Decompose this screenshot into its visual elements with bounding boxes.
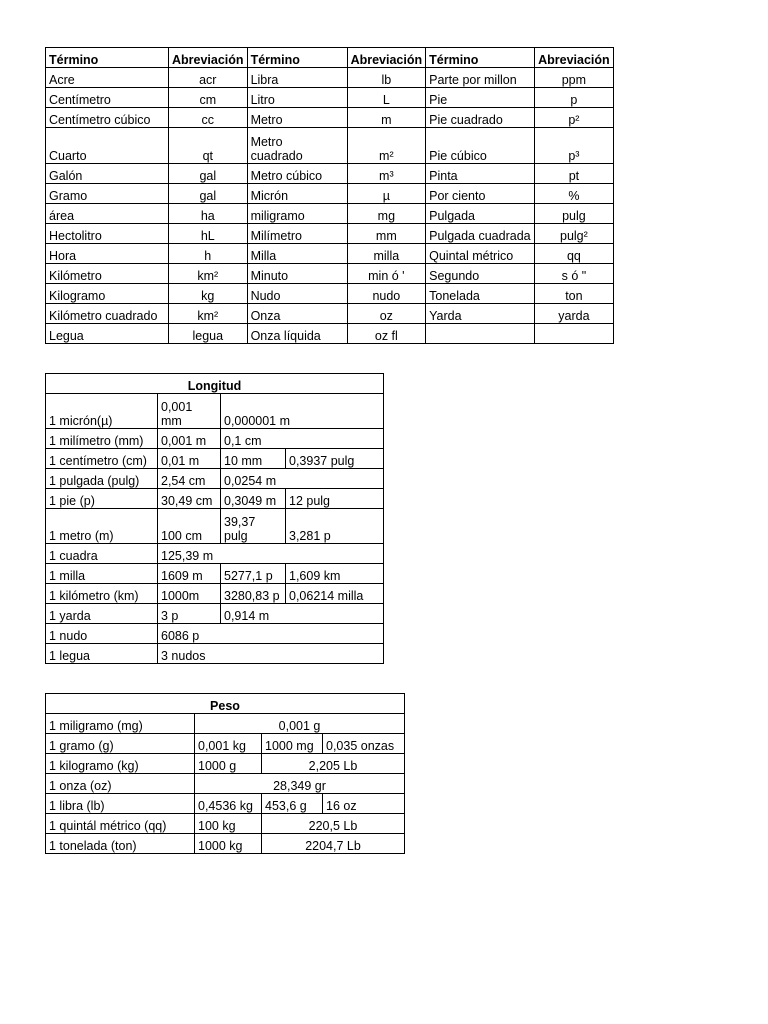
abbreviation-cell: % xyxy=(535,184,614,204)
abbreviation-cell: µ xyxy=(347,184,426,204)
value-cell: 0,001 g xyxy=(195,714,405,734)
term-cell: Metro xyxy=(247,108,347,128)
table-row xyxy=(46,509,384,544)
value-cell: 10 mm xyxy=(221,449,286,469)
value-cell: 0,3049 m xyxy=(221,489,286,509)
value-cell: 2,54 cm xyxy=(158,469,221,489)
table-row xyxy=(46,108,614,128)
table-title: Longitud xyxy=(46,374,384,394)
term-cell xyxy=(426,324,535,344)
term-cell: Quintal métrico xyxy=(426,244,535,264)
unit-cell: 1 micrón(µ) xyxy=(46,394,158,429)
unit-cell: 1 milímetro (mm) xyxy=(46,429,158,449)
term-cell: Milímetro xyxy=(247,224,347,244)
value-cell: 0,06214 milla xyxy=(286,584,384,604)
table-row xyxy=(46,304,614,324)
table-row xyxy=(46,814,405,834)
table-row xyxy=(46,584,384,604)
table-row xyxy=(46,394,384,429)
abbreviation-cell: h xyxy=(169,244,248,264)
abbreviation-cell: qt xyxy=(169,128,248,164)
value-cell: 39,37 pulg xyxy=(221,509,286,544)
unit-cell: 1 cuadra xyxy=(46,544,158,564)
value-cell: 100 cm xyxy=(158,509,221,544)
term-cell: Centímetro cúbico xyxy=(46,108,169,128)
term-cell: Micrón xyxy=(247,184,347,204)
unit-cell: 1 kilogramo (kg) xyxy=(46,754,195,774)
abbreviation-cell: mg xyxy=(347,204,426,224)
table-row xyxy=(46,774,405,794)
term-cell: Metro cuadrado xyxy=(247,128,347,164)
abbreviation-cell: ppm xyxy=(535,68,614,88)
abbreviation-cell: ton xyxy=(535,284,614,304)
term-cell: Litro xyxy=(247,88,347,108)
abbreviation-cell: oz fl xyxy=(347,324,426,344)
value-cell: 3280,83 p xyxy=(221,584,286,604)
value-cell: 125,39 m xyxy=(158,544,384,564)
unit-cell: 1 kilómetro (km) xyxy=(46,584,158,604)
term-cell: Onza líquida xyxy=(247,324,347,344)
value-cell: 0,3937 pulg xyxy=(286,449,384,469)
abbreviation-cell: legua xyxy=(169,324,248,344)
table-row xyxy=(46,244,614,264)
table-row xyxy=(46,184,614,204)
value-cell: 16 oz xyxy=(323,794,405,814)
value-cell: 0,001 m xyxy=(158,429,221,449)
unit-cell: 1 centímetro (cm) xyxy=(46,449,158,469)
abbreviation-cell: milla xyxy=(347,244,426,264)
abbreviation-cell: lb xyxy=(347,68,426,88)
term-cell: Kilómetro xyxy=(46,264,169,284)
value-cell: 5277,1 p xyxy=(221,564,286,584)
table-row xyxy=(46,429,384,449)
abbreviations-table xyxy=(45,47,614,344)
term-cell: Gramo xyxy=(46,184,169,204)
unit-cell: 1 metro (m) xyxy=(46,509,158,544)
table-row xyxy=(46,224,614,244)
column-header: Término xyxy=(426,48,535,68)
table-row xyxy=(46,734,405,754)
abbreviation-cell: pulg xyxy=(535,204,614,224)
term-cell: Pulgada cuadrada xyxy=(426,224,535,244)
term-cell: Yarda xyxy=(426,304,535,324)
term-cell: Pie xyxy=(426,88,535,108)
value-cell: 0,01 m xyxy=(158,449,221,469)
abbreviation-cell: cc xyxy=(169,108,248,128)
abbreviation-cell: pt xyxy=(535,164,614,184)
abbreviation-cell: kg xyxy=(169,284,248,304)
value-cell: 100 kg xyxy=(195,814,262,834)
unit-cell: 1 milla xyxy=(46,564,158,584)
table-row xyxy=(46,834,405,854)
unit-cell: 1 tonelada (ton) xyxy=(46,834,195,854)
abbreviation-cell: p² xyxy=(535,108,614,128)
column-header: Término xyxy=(247,48,347,68)
table-row xyxy=(46,714,405,734)
value-cell: 2204,7 Lb xyxy=(262,834,405,854)
term-cell: área xyxy=(46,204,169,224)
term-cell: Onza xyxy=(247,304,347,324)
table-row xyxy=(46,68,614,88)
value-cell: 1000 mg xyxy=(262,734,323,754)
term-cell: Hora xyxy=(46,244,169,264)
value-cell: 3 p xyxy=(158,604,221,624)
unit-cell: 1 gramo (g) xyxy=(46,734,195,754)
peso-table xyxy=(45,693,405,854)
value-cell: 453,6 g xyxy=(262,794,323,814)
header-row xyxy=(46,48,614,68)
value-cell: 30,49 cm xyxy=(158,489,221,509)
value-cell: 0,0254 m xyxy=(221,469,384,489)
term-cell: Libra xyxy=(247,68,347,88)
term-cell: Milla xyxy=(247,244,347,264)
table-row xyxy=(46,324,614,344)
value-cell: 0,001 mm xyxy=(158,394,221,429)
abbreviation-cell: mm xyxy=(347,224,426,244)
value-cell: 28,349 gr xyxy=(195,774,405,794)
abbreviation-cell: L xyxy=(347,88,426,108)
unit-cell: 1 onza (oz) xyxy=(46,774,195,794)
abbreviation-cell: km² xyxy=(169,304,248,324)
value-cell: 3 nudos xyxy=(158,644,384,664)
unit-cell: 1 quintál métrico (qq) xyxy=(46,814,195,834)
table-row xyxy=(46,644,384,664)
abbreviation-cell: p xyxy=(535,88,614,108)
value-cell: 0,914 m xyxy=(221,604,384,624)
table-row xyxy=(46,624,384,644)
table-row xyxy=(46,489,384,509)
term-cell: Pulgada xyxy=(426,204,535,224)
term-cell: Hectolitro xyxy=(46,224,169,244)
value-cell: 6086 p xyxy=(158,624,384,644)
table-row xyxy=(46,564,384,584)
unit-cell: 1 pulgada (pulg) xyxy=(46,469,158,489)
longitud-table xyxy=(45,373,384,664)
term-cell: Pinta xyxy=(426,164,535,184)
term-cell: Legua xyxy=(46,324,169,344)
abbreviation-cell: nudo xyxy=(347,284,426,304)
term-cell: Parte por millon xyxy=(426,68,535,88)
abbreviation-cell: pulg² xyxy=(535,224,614,244)
unit-cell: 1 yarda xyxy=(46,604,158,624)
abbreviation-cell: oz xyxy=(347,304,426,324)
value-cell: 3,281 p xyxy=(286,509,384,544)
unit-cell: 1 legua xyxy=(46,644,158,664)
abbreviation-cell: acr xyxy=(169,68,248,88)
table-row xyxy=(46,128,614,164)
abbreviation-cell: m² xyxy=(347,128,426,164)
table-row xyxy=(46,164,614,184)
value-cell: 0,035 onzas xyxy=(323,734,405,754)
abbreviation-cell: qq xyxy=(535,244,614,264)
abbreviation-cell: p³ xyxy=(535,128,614,164)
column-header: Abreviación xyxy=(169,48,248,68)
abbreviation-cell: min ó ' xyxy=(347,264,426,284)
unit-cell: 1 nudo xyxy=(46,624,158,644)
table-row xyxy=(46,469,384,489)
abbreviation-cell: km² xyxy=(169,264,248,284)
table-row xyxy=(46,264,614,284)
term-cell: Kilómetro cuadrado xyxy=(46,304,169,324)
table-row xyxy=(46,544,384,564)
table-row xyxy=(46,754,405,774)
term-cell: Pie cuadrado xyxy=(426,108,535,128)
term-cell: Tonelada xyxy=(426,284,535,304)
column-header: Abreviación xyxy=(535,48,614,68)
value-cell: 2,205 Lb xyxy=(262,754,405,774)
term-cell: Kilogramo xyxy=(46,284,169,304)
value-cell: 1000 g xyxy=(195,754,262,774)
value-cell: 1000 kg xyxy=(195,834,262,854)
title-row xyxy=(46,694,405,714)
term-cell: Acre xyxy=(46,68,169,88)
term-cell: Cuarto xyxy=(46,128,169,164)
title-row xyxy=(46,374,384,394)
term-cell: Galón xyxy=(46,164,169,184)
table-title: Peso xyxy=(46,694,405,714)
abbreviation-cell xyxy=(535,324,614,344)
abbreviation-cell: yarda xyxy=(535,304,614,324)
table-row xyxy=(46,449,384,469)
column-header: Término xyxy=(46,48,169,68)
value-cell: 0,001 kg xyxy=(195,734,262,754)
value-cell: 12 pulg xyxy=(286,489,384,509)
term-cell: Minuto xyxy=(247,264,347,284)
term-cell: Centímetro xyxy=(46,88,169,108)
term-cell: Segundo xyxy=(426,264,535,284)
abbreviation-cell: cm xyxy=(169,88,248,108)
term-cell: Pie cúbico xyxy=(426,128,535,164)
unit-cell: 1 miligramo (mg) xyxy=(46,714,195,734)
column-header: Abreviación xyxy=(347,48,426,68)
table-row xyxy=(46,204,614,224)
unit-cell: 1 libra (lb) xyxy=(46,794,195,814)
value-cell: 1,609 km xyxy=(286,564,384,584)
abbreviation-cell: s ó " xyxy=(535,264,614,284)
abbreviation-cell: hL xyxy=(169,224,248,244)
table-row xyxy=(46,284,614,304)
value-cell: 0,4536 kg xyxy=(195,794,262,814)
value-cell: 1609 m xyxy=(158,564,221,584)
abbreviation-cell: ha xyxy=(169,204,248,224)
unit-cell: 1 pie (p) xyxy=(46,489,158,509)
table-row xyxy=(46,794,405,814)
value-cell: 0,1 cm xyxy=(221,429,384,449)
table-row xyxy=(46,604,384,624)
table-row xyxy=(46,88,614,108)
term-cell: miligramo xyxy=(247,204,347,224)
value-cell: 0,000001 m xyxy=(221,394,384,429)
term-cell: Nudo xyxy=(247,284,347,304)
value-cell: 220,5 Lb xyxy=(262,814,405,834)
abbreviation-cell: m xyxy=(347,108,426,128)
term-cell: Por ciento xyxy=(426,184,535,204)
term-cell: Metro cúbico xyxy=(247,164,347,184)
abbreviation-cell: gal xyxy=(169,184,248,204)
abbreviation-cell: m³ xyxy=(347,164,426,184)
abbreviation-cell: gal xyxy=(169,164,248,184)
value-cell: 1000m xyxy=(158,584,221,604)
